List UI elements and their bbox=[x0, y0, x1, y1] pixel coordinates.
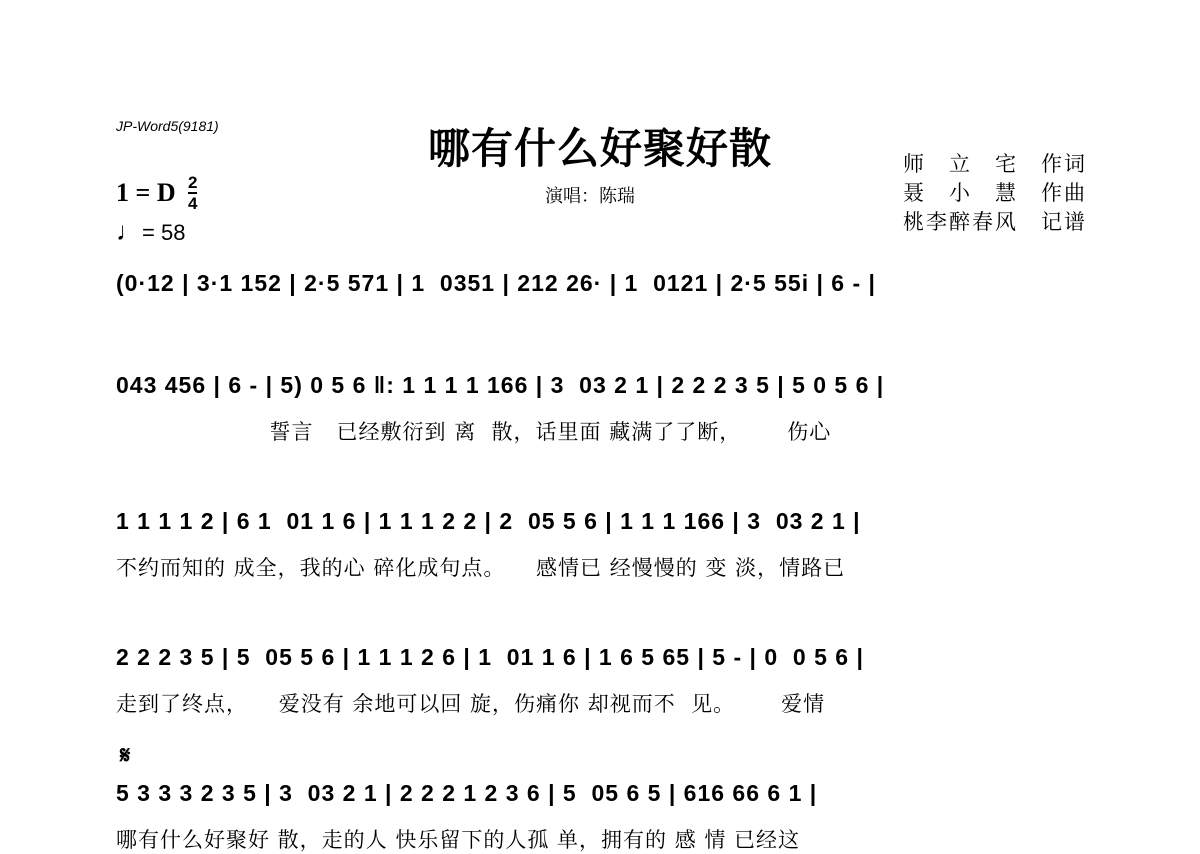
key-signature: 1 = D bbox=[116, 178, 176, 207]
tempo-marking bbox=[116, 216, 185, 247]
meter-top: 2 bbox=[188, 173, 198, 192]
transcriber-credit: 桃李醉春风 记谱 bbox=[903, 210, 1087, 234]
time-signature bbox=[188, 174, 197, 212]
notation-line: (0·12 | 3·1 152 | 2·5 571 | 1 0351 | 212 26· | 1 0121 | 2·5 55i | 6 - | bbox=[116, 270, 876, 296]
notation-line: 043 456 | 6 - | 5) 0 5 6 ‖: 1 1 1 1 166 | 3 03 2 1 | 2 2 2 3 5 | 5 0 5 6 | bbox=[116, 372, 885, 398]
software-label: JP-Word5(9181) bbox=[116, 118, 219, 134]
composer-credit: 聂 小 慧 作曲 bbox=[903, 181, 1087, 205]
credits bbox=[903, 150, 1087, 237]
lyrics-line: 哪有什么好聚好 散，走的人 快乐留下的人孤 单，拥有的 感 情 已经这 bbox=[116, 828, 801, 852]
notation-line: 2 2 2 3 5 | 5 05 5 6 | 1 1 1 2 6 | 1 01 1 6 | 1 6 5 65 | 5 - | 0 0 5 6 | bbox=[116, 644, 864, 670]
tempo-value: = 58 bbox=[142, 220, 186, 245]
segno-icon: 𝄋 bbox=[120, 740, 131, 769]
singer-label: 演唱：陈瑞 bbox=[545, 186, 635, 207]
notation-line: 5 3 3 3 2 3 5 | 3 03 2 1 | 2 2 2 1 2 3 6 | 5 05 6 5 | 616 66 6 1 | bbox=[116, 780, 818, 806]
lyrics-line: 誓言 已经敷衍到 离 散，话里面 藏满了了断， 伤心 bbox=[116, 420, 832, 444]
meter-bottom: 4 bbox=[188, 194, 198, 213]
lyricist-credit: 师 立 宅 作词 bbox=[903, 152, 1087, 176]
song-title: 哪有什么好聚好散 bbox=[427, 124, 772, 173]
lyrics-line: 不约而知的 成全，我的心 碎化成句点。 感情已 经慢慢的 变 淡，情路已 bbox=[116, 556, 846, 580]
quarter-note-icon: ♩ bbox=[116, 216, 142, 246]
notation-line: 1 1 1 1 2 | 6 1 01 1 6 | 1 1 1 2 2 | 2 05 5 6 | 1 1 1 166 | 3 03 2 1 | bbox=[116, 508, 861, 534]
lyrics-line: 走到了终点， 爱没有 余地可以回 旋，伤痛你 却视而不 见。 爱情 bbox=[116, 692, 826, 716]
